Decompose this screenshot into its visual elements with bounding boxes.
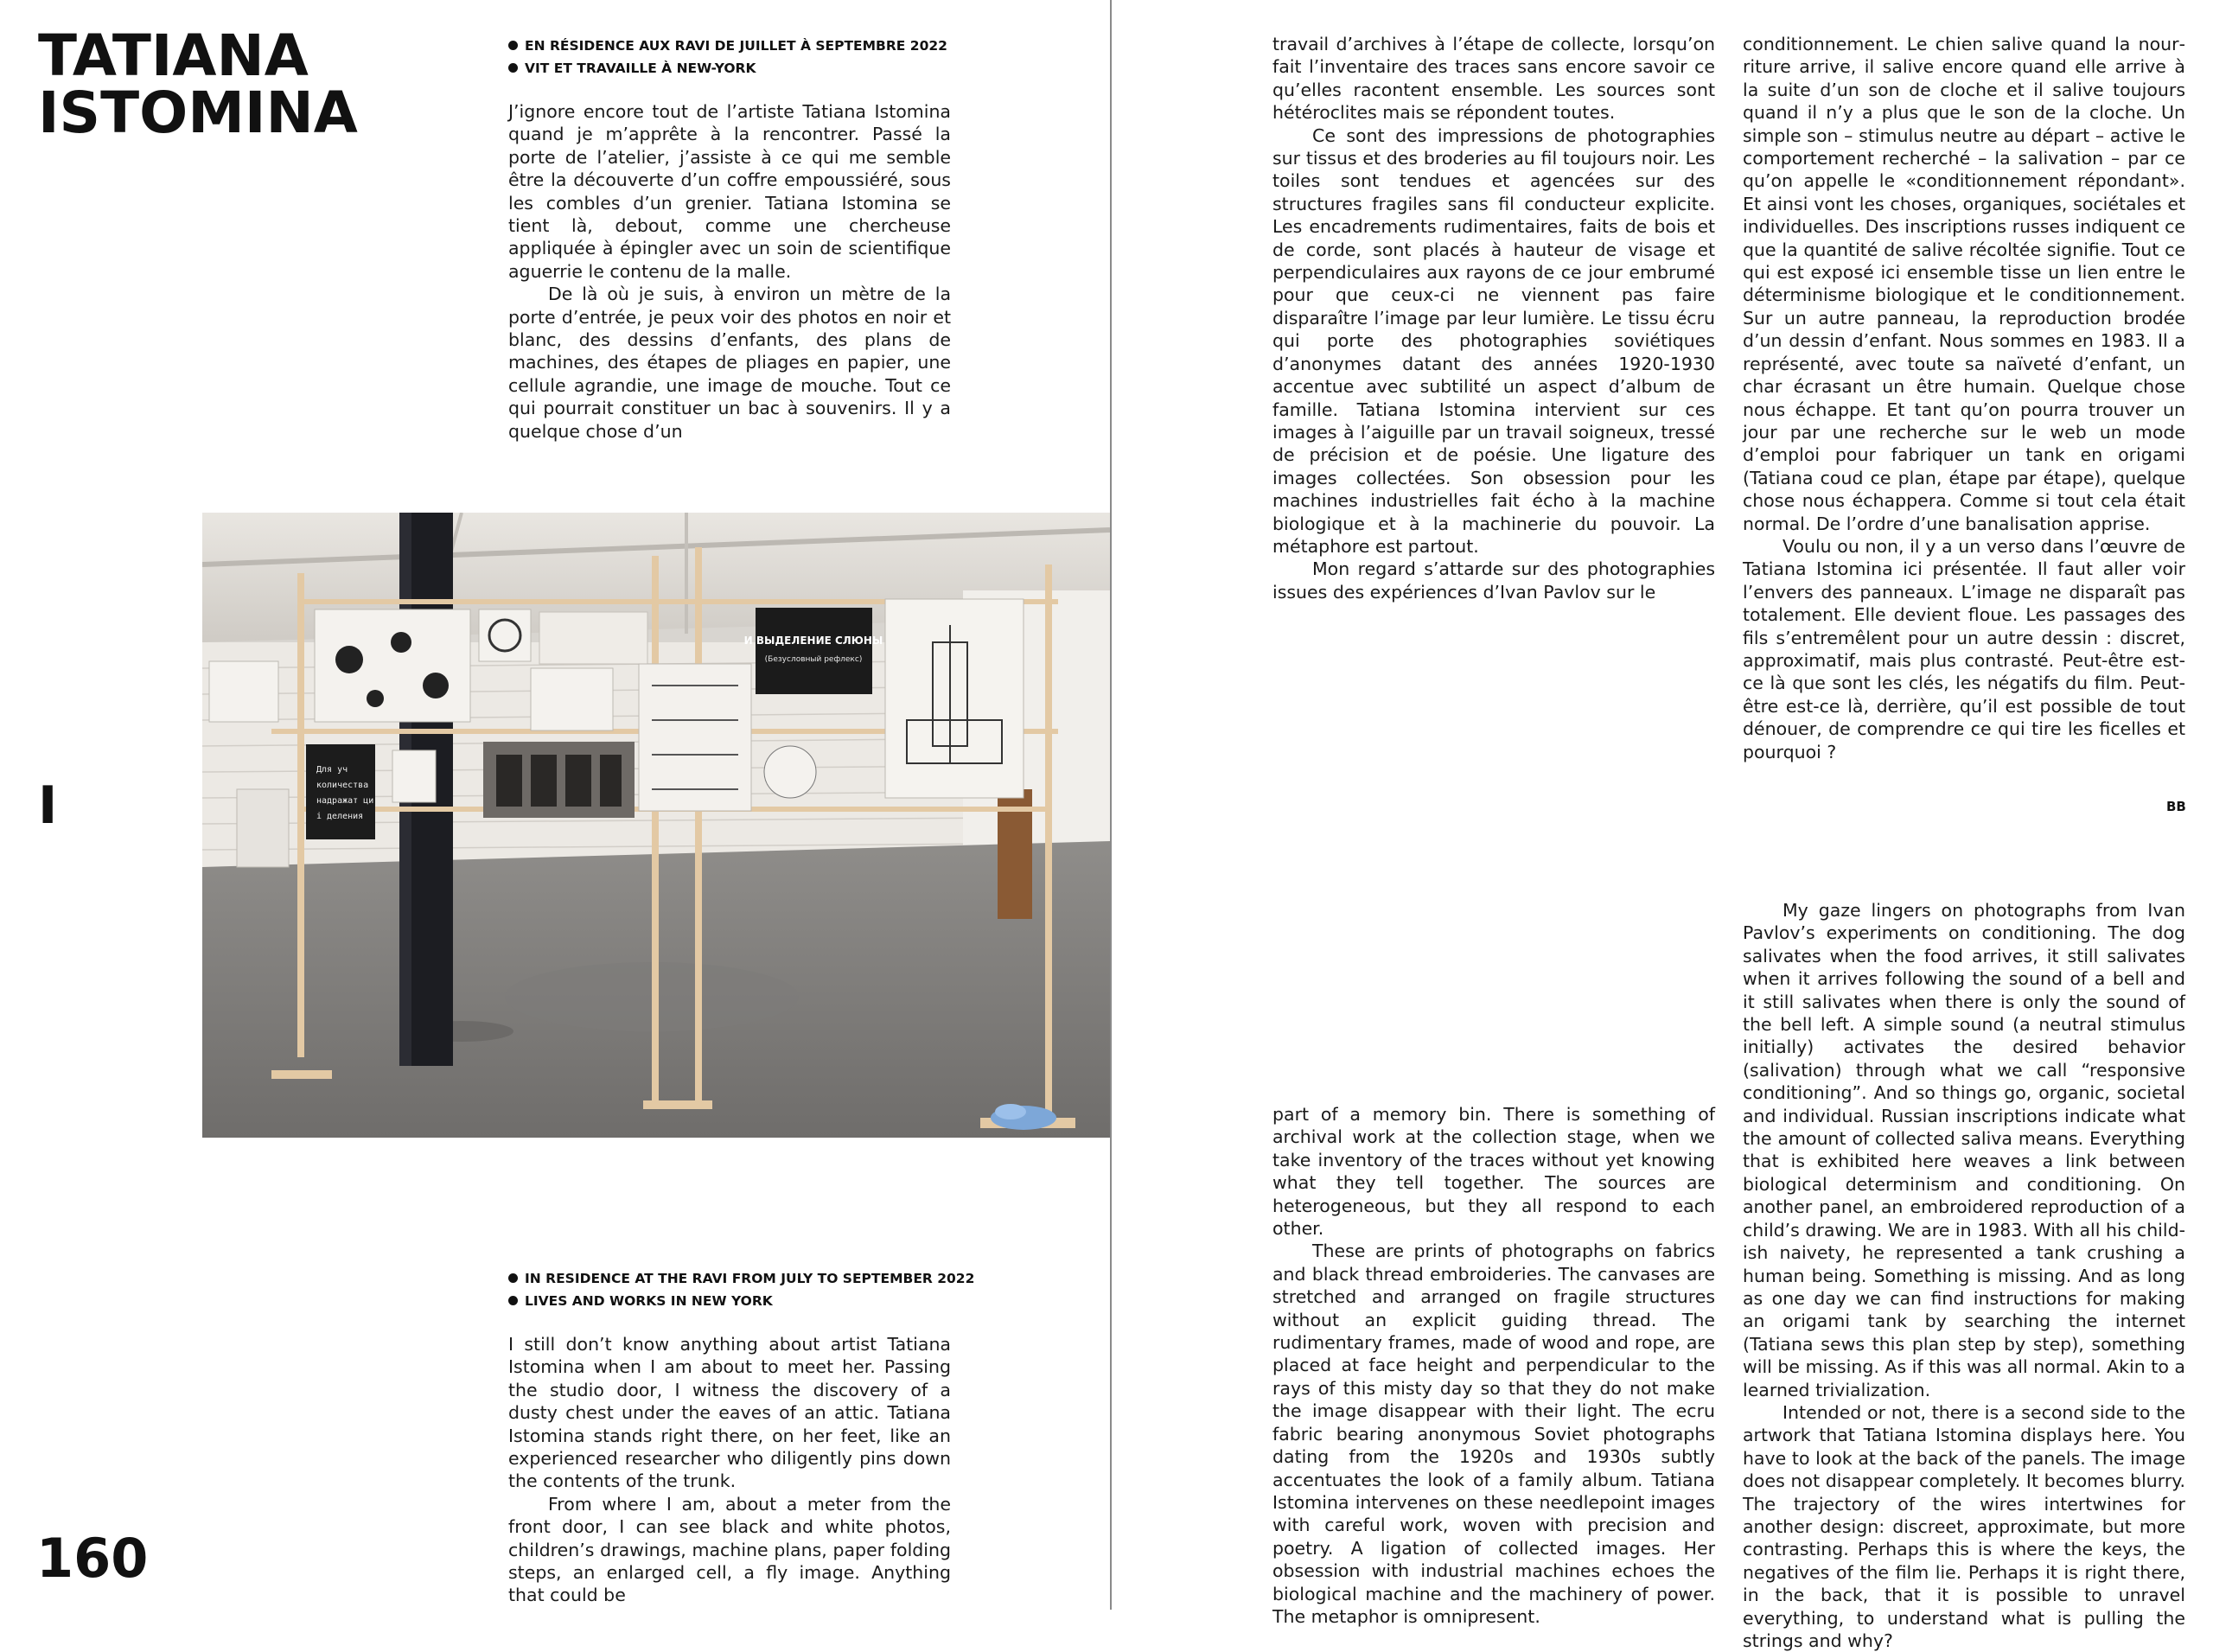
bullet-icon — [508, 63, 518, 73]
residency-dates-en: IN RESIDENCE AT THE RAVI FROM JULY TO SEPTEMBER 2022 — [508, 1267, 958, 1290]
panel-text-line: надражат ци — [316, 796, 374, 806]
residence-location-fr: VIT ET TRAVAILLE À NEW-YORK — [508, 57, 958, 80]
article-column-2-en — [1272, 1103, 1715, 1628]
bullet-icon — [508, 41, 518, 50]
paragraph: Mon regard s’attarde sur des photographies issues des expériences d’Ivan Pavlov sur le — [1272, 558, 1715, 603]
article-column-1-en — [508, 1333, 951, 1607]
residence-location-en: LIVES AND WORKS IN NEW YORK — [508, 1290, 958, 1312]
panel-caption-main: И ВЫДЕЛЕНИЕ СЛЮНЫ — [743, 635, 883, 647]
page-gutter-divider — [1110, 0, 1112, 1610]
artist-last-name: ISTOMINA — [38, 80, 358, 146]
panel-text-line: Для уч — [316, 765, 348, 775]
article-column-3-en — [1743, 899, 2185, 1652]
residency-info-fr — [508, 35, 958, 80]
panel-text-line: і деления — [316, 812, 364, 821]
paragraph: travail d’archives à l’étape de collecte, lorsqu’on fait l’inventaire des traces sans encore savoir ce qu’elles racontent ensemble. Les sources sont hétéroclites mais se répondent toutes. — [1272, 34, 1715, 124]
author-signature: BB — [2166, 799, 2186, 814]
paragraph: From where I am, about a meter from the front door, I can see black and white photos, children’s drawings, machine plans, paper folding steps, an enlarged cell, a fly image. Anything that could be — [508, 1493, 951, 1606]
section-marker: I — [38, 775, 58, 836]
paragraph: part of a memory bin. There is something of archival work at the collection stage, when we take inventory of the traces without yet knowing what they tell together. The sources are heterogeneous, but they all respond to each other. — [1272, 1104, 1715, 1240]
artist-first-name: TATIANA — [38, 22, 309, 89]
bullet-icon — [508, 1273, 518, 1283]
panel-text-line: количества — [316, 781, 369, 790]
paragraph: Intended or not, there is a second side to the artwork that Tatiana Istomina displays here. You have to look at the back of the panels. The image does not disappear completely. It becomes blurry. The trajectory of the wires intertwines for another design: discreet, approximate, but more contrasting. Perhaps this is where the keys, the negatives of the film lie. Perhaps it is right there, in the back, that it is possible to unravel everything, to understand what is pulling the strings and why? — [1743, 1401, 2185, 1651]
paragraph: I still don’t know anything about artist Tatiana Istomina when I am about to meet her. Passing the studio door, I witness the discovery of a dusty chest under the eaves of an attic. Tatiana Istomina stands right there, on her feet, like an experienced researcher who diligently pins down the contents of the trunk. — [508, 1334, 951, 1492]
page-number: 160 — [36, 1527, 149, 1590]
residency-dates-fr: EN RÉSIDENCE AUX RAVI DE JUILLET À SEPTEMBRE 2022 — [508, 35, 958, 57]
paragraph: Voulu ou non, il y a un verso dans l’œuvre de Tatiana Istomina ici présentée. Il faut aller voir l’envers des panneaux. L’image ne disparaît pas totalement. Elle devient floue. Les passages des fils s’entremêlent pour un autre dessin : discret, approximatif, mais plus contrasté. Peut-être est-ce là que sont les clés, les négatifs du film. Peut-être est-ce là, derrière, qu’il est possible de tout dénouer, de comprendre ce qui tire les ficelles et pourquoi ? — [1743, 535, 2185, 762]
article-column-3-fr — [1743, 33, 2185, 763]
bullet-icon — [508, 1296, 518, 1305]
paragraph: These are prints of photographs on fabrics and black thread embroideries. The canvases are stretched and arranged on fragile structures without an explicit guiding thread. The rudimentary frames, made of wood and rope, are placed at face height and perpendicular to the rays of this misty day so that they do not make the image disappear with their light. The ecru fabric bearing anonymous Soviet photographs dating from the 1920s and 1930s subtly accentuates the look of a family album. Tatiana Istomina intervenes on these needlepoint images with careful work, woven with precision and poetry. A ligation of collected images. Her obsession with industrial machines echoes the biological machine and the machinery of power. The metaphor is omnipresent. — [1272, 1241, 1715, 1627]
paragraph: Ce sont des impressions de photographies sur tissus et des broderies au fil toujours noir. Les toiles sont tendues et agencées sur des structures fragiles sans fil conducteur explicite. Les encadrements rudimentaires, faits de bois et de corde, sont placés à hauteur de visage et perpendiculaires aux rayons de ce jour embrumé pour que ceux-ci ne viennent pas faire disparaître l’image par leur lumière. Le tissu écru qui porte des photographies soviétiques d’anonymes datant des années 1920-1930 accentue avec subtilité un aspect d’album de famille. Tatiana Istomina intervient sur ces images à l’aiguille par un travail soigneux, tressé de précision et de poésie. Une ligature des images collectées. Son obsession pour les machines industrielles fait écho à la machine biologique et à la machinerie du pouvoir. La métaphore est partout. — [1272, 124, 1715, 557]
paragraph: conditionnement. Le chien salive quand la nourriture arrive, il salive encore quand elle arrive à la suite d’un son de cloche et il salive toujours quand il n’y a plus que le son de la cloche. Un simple son – stimulus neutre au départ – active le comportement recherché – la salivation – par ce qu’on appelle le «conditionnement répondant». Et ainsi vont les choses, organiques, sociétales et individuelles. Des inscriptions russes indiquent ce que la quantité de salive récoltée signifie. Tout ce qui est exposé ici ensemble tisse un lien entre le déterminisme biologique et le conditionnement. Sur un autre panneau, la reproduction brodée d’un dessin d’enfant. Nous sommes en 1983. Il a représenté, avec toute sa naïveté d’enfant, un char écrasant un être humain. Quelque chose nous échappe. Et tant qu’on pourra trouver un jour par une recherche sur le web un mode d’emploi pour fabriquer un tank en origami (Tatiana coud ce plan, étape par étape), quelque chose nous échappera. Comme si tout cela était normal. De l’ordre d’une banalisation apprise. — [1743, 34, 2185, 534]
paragraph: My gaze lingers on photographs from Ivan Pavlov’s experiments on conditioning. The dog salivates when the food arrives, it still salivates when it arrives following the sound of a bell and it still salivates when there is only the sound of the bell left. A simple sound (a neutral stimulus initially) activates the desired behavior (salivation) through what we call “responsive conditioning”. And so things go, organic, societal and individual. Russian inscriptions indicate what the amount of collected saliva means. Everything that is exhibited here weaves a link between biological determinism and conditioning. On another panel, an embroidered reproduction of a child’s drawing. We are in 1983. With all his childish naivety, he represented a tank crushing a human being. Something is missing. And as long as one day we can find instructions for making an origami tank by searching the internet (Tatiana sews this plan step by step), something will be missing. As if this was all normal. Akin to a learned trivialization. — [1743, 900, 2185, 1400]
exhibition-photo — [202, 513, 1110, 1138]
article-column-1-fr — [508, 100, 951, 443]
artist-name-heading — [38, 22, 358, 146]
paragraph: J’ignore encore tout de l’artiste Tatiana Istomina quand je m’apprête à la rencontrer. Passé la porte de l’atelier, j’assiste à ce qui me semble être la découverte d’un coffre empoussiéré, sous les combles d’un grenier. Tatiana Istomina se tient là, debout, comme une chercheuse appliquée à épingler avec un soin de scientifique aguerrie le contenu de la malle. — [508, 101, 951, 282]
panel-caption-sub: (Безусловный рефлекс) — [764, 655, 863, 664]
exhibition-photo-illustration — [202, 513, 1110, 1138]
paragraph: De là où je suis, à environ un mètre de la porte d’entrée, je peux voir des photos en noir et blanc, des dessins d’enfants, des plans de machines, des étapes de pliages en papier, une cellule agrandie, une image de mouche. Tout ce qui pourrait constituer un bac à souvenirs. Il y a quelque chose d’un — [508, 284, 951, 442]
residency-info-en — [508, 1267, 975, 1312]
article-column-2-fr — [1272, 33, 1715, 603]
